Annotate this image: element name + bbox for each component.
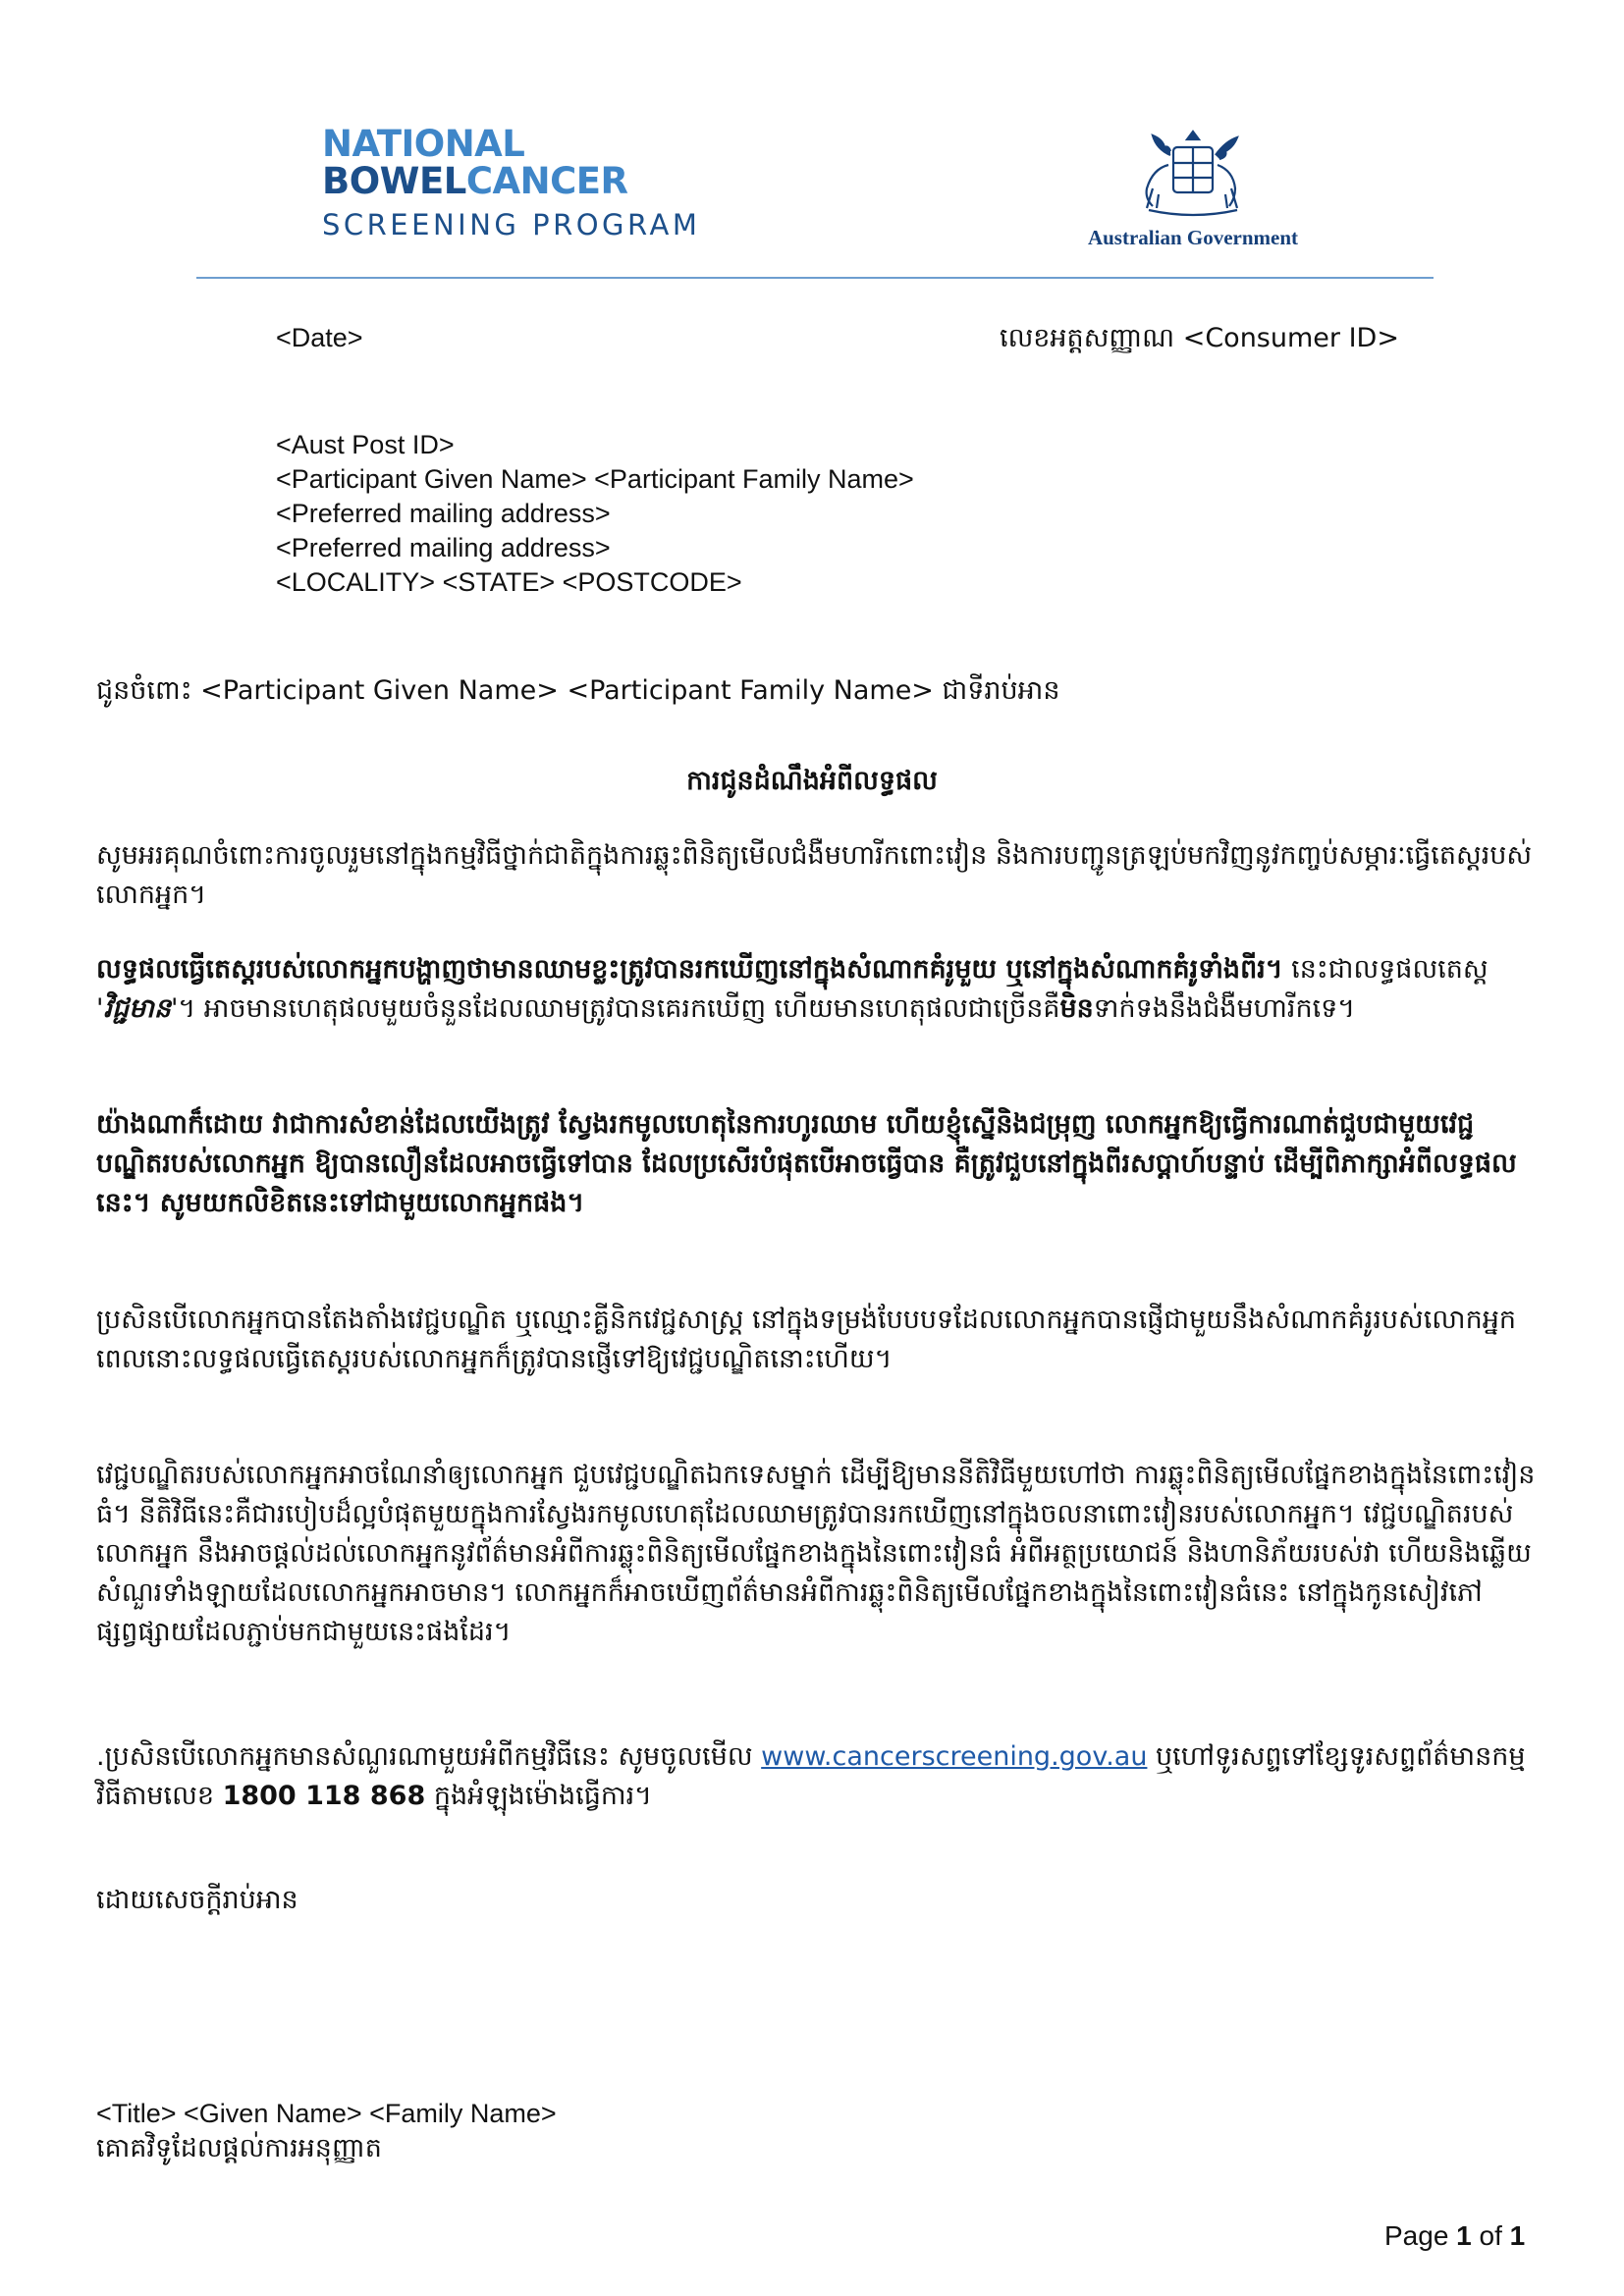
result-text-b: '។ អាចមានហេតុផលមួយចំនួនដែលឈាមត្រូវបានគេរកឃើញ ហើយមានហេតុផលជាច្រើនគឺ: [171, 993, 1060, 1024]
contact-text-b: ឬហៅទូរសព្ទទៅខ្សែទូរសព្ទព័ត៌មានកម្មវិធីតាមលេខ: [96, 1741, 1526, 1811]
result-text-c: ទាក់ទងនឹងជំងឺមហារីកទេ។: [1093, 993, 1356, 1024]
phone-number: 1800 118 868: [222, 1781, 426, 1811]
page-of: of: [1471, 2220, 1510, 2251]
subject-heading: ការជូនដំណឹងអំពីលទ្ធផល: [686, 766, 938, 796]
logo-line-national: NATIONAL: [322, 123, 525, 165]
salutation: ជូនចំពោះ <Participant Given Name> <Participant Family Name> ជាទីរាប់អាន: [96, 675, 1060, 706]
paragraph-result: [96, 950, 1540, 1029]
logo-line-bowelcancer: [322, 160, 700, 202]
page-prefix: Page: [1384, 2220, 1457, 2251]
website-link[interactable]: www.cancerscreening.gov.au: [761, 1741, 1148, 1772]
australian-government-logo: [1065, 126, 1321, 250]
logo-bowel: BOWEL: [322, 160, 466, 202]
address-post-id: <Aust Post ID>: [276, 430, 455, 459]
contact-text-c: ក្នុងអំឡុងម៉ោងធ្វើការ។: [425, 1781, 652, 1811]
address-line-2: <Preferred mailing address>: [276, 533, 611, 562]
address-line-1: <Preferred mailing address>: [276, 499, 611, 528]
address-name: <Participant Given Name> <Participant Family Name>: [276, 464, 914, 494]
result-text-a: នេះជាលទ្ធផលតេស្ត ': [96, 954, 1489, 1024]
paragraph-doctor-notified: ប្រសិនបើលោកអ្នកបានតែងតាំងវេជ្ជបណ្ឌិត ឬឈ្មោះគ្លីនិកវេជ្ជសាស្ត្រ នៅក្នុងទម្រង់បែបបទដែលលោកអ្នកបានផ្ញើជាមួយនឹងសំណាកគំរូរបស់លោកអ្នក ពេលនោះលទ្ធផលធ្វើតេស្តរបស់លោកអ្នកក៏ត្រូវបានផ្ញើទៅឱ្យវេជ្ជបណ្ឌិតនោះហើយ។: [96, 1305, 1517, 1374]
page-total: 1: [1509, 2220, 1526, 2251]
result-not: មិន: [1059, 993, 1094, 1024]
gov-text: Australian Government: [1087, 226, 1299, 249]
paragraph-contact: [96, 1737, 1540, 1816]
consumer-id: លេខអត្តសញ្ញាណ <Consumer ID>: [1000, 323, 1399, 353]
result-statement: លទ្ធផលធ្វើតេស្តរបស់លោកអ្នកបង្ហាញថាមានឈាមខ្លះត្រូវបានរកឃើញនៅក្នុងសំណាកគំរូមួយ ឬនៅក្នុងសំណាកគំរូទាំងពីរ។: [96, 954, 1283, 985]
page-number: [1384, 2220, 1525, 2252]
nbcsp-logo: [322, 123, 701, 241]
signature-name: <Title> <Given Name> <Family Name>: [96, 2099, 557, 2128]
paragraph-see-doctor: យ៉ាងណាក៏ដោយ វាជាការសំខាន់ដែលយើងត្រូវ ស្វែងរកមូលហេតុនៃការហូរឈាម ហើយខ្ញុំស្នើនិងជម្រុញ លោកអ្នកឱ្យធ្វើការណាត់ជួបជាមួយវេជ្ជបណ្ឌិតរបស់លោកអ្នក ឱ្យបានលឿនដែលអាចធ្វើទៅបាន ដែលប្រសើរបំផុតបើអាចធ្វើបាន គឺត្រូវជួបនៅក្នុងពីរសប្តាហ៍បន្ទាប់ ដើម្បីពិភាក្សាអំពីលទ្ធផលនេះ។ សូមយកលិខិតនេះទៅជាមួយលោកអ្នកផង។: [96, 1109, 1517, 1218]
signature-role: គោគវិទូដែលផ្តល់ការអនុញ្ញាត: [96, 2133, 382, 2163]
coat-of-arms-icon: [1129, 126, 1257, 224]
logo-line-screening: SCREENING PROGRAM: [322, 208, 701, 241]
header-divider: [196, 277, 1434, 279]
date-field: <Date>: [276, 323, 363, 352]
contact-text-a: .ប្រសិនបើលោកអ្នកមានសំណួរណាមួយអំពីកម្មវិធីនេះ សូមចូលមើល: [96, 1741, 762, 1772]
paragraph-thanks: សូមអរគុណចំពោះការចូលរួមនៅក្នុងកម្មវិធីថ្នាក់ជាតិក្នុងការឆ្លុះពិនិត្យមើលជំងឺមហារីកពោះវៀន និងការបញ្ជូនត្រឡប់មកវិញនូវកញ្ចប់សម្ភារៈធ្វើតេស្តរបស់លោកអ្នក។: [96, 840, 1533, 910]
page-current: 1: [1456, 2220, 1472, 2251]
logo-cancer: CANCER: [465, 160, 628, 202]
result-positive: វិជ្ជមាន: [103, 993, 171, 1024]
paragraph-colonoscopy: វេជ្ជបណ្ឌិតរបស់លោកអ្នកអាចណែនាំឲ្យលោកអ្នក ជួបវេជ្ជបណ្ឌិតឯកទេសម្នាក់ ដើម្បីឱ្យមាននីតិវិធីមួយហៅថា ការឆ្លុះពិនិត្យមើលផ្នែកខាងក្នុងនៃពោះវៀនធំ។ នីតិវិធីនេះគឺជារបៀបដ៏ល្អបំផុតមួយក្នុងការស្វែងរកមូលហេតុដែលឈាមត្រូវបានរកឃើញនៅក្នុងចលនាពោះវៀនរបស់លោកអ្នក។ វេជ្ជបណ្ឌិតរបស់លោកអ្នក នឹងអាចផ្តល់ដល់លោកអ្នកនូវព័ត៌មានអំពីការឆ្លុះពិនិត្យមើលផ្នែកខាងក្នុងនៃពោះវៀនធំ អំពីអត្ថប្រយោជន៍ និងហានិភ័យរបស់វា ហើយនិងឆ្លើយសំណួរទាំងឡាយដែលលោកអ្នកអាចមាន។ លោកអ្នកក៏អាចឃើញព័ត៌មានអំពីការឆ្លុះពិនិត្យមើលផ្នែកខាងក្នុងនៃពោះវៀនធំនេះ នៅក្នុងកូនសៀវភៅផ្សព្វផ្សាយដែលភ្ជាប់មកជាមួយនេះផងដែរ។: [96, 1460, 1536, 1647]
address-locality: <LOCALITY> <STATE> <POSTCODE>: [276, 567, 742, 597]
closing: ដោយសេចក្តីរាប់អាន: [96, 1885, 298, 1915]
